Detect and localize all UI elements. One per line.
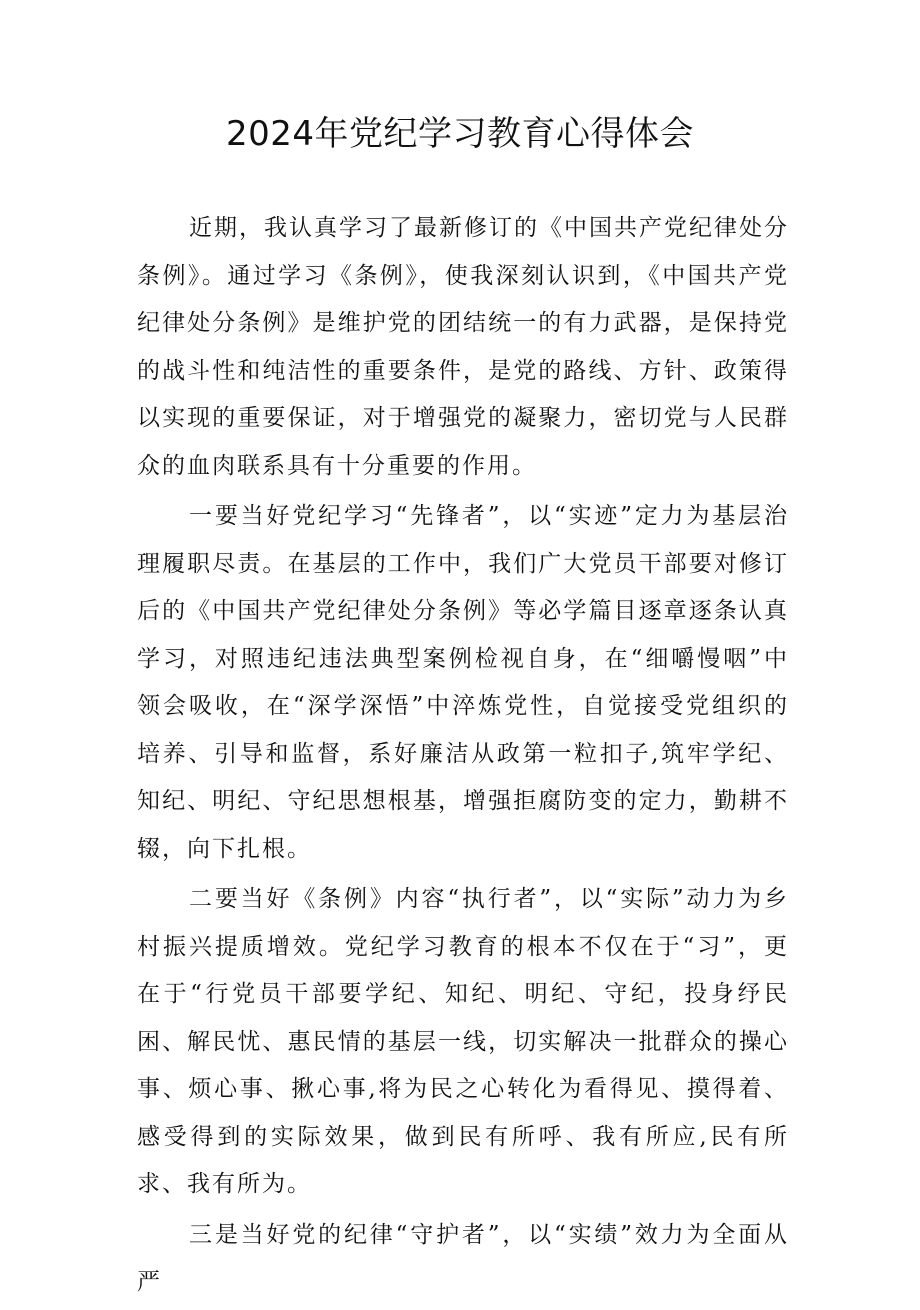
- document-body: [137, 205, 789, 1310]
- paragraph-intro: 近期，我认真学习了最新修订的《中国共产党纪律处分条例》。通过学习《条例》，使我深刻认识到，《中国共产党纪律处分条例》是维护党的团结统一的有力武器，是保持党的战斗性和纯洁性的重要条件，是党的路线、方针、政策得以实现的重要保证，对于增强党的凝聚力，密切党与人民群众的血肉联系具有十分重要的作用。: [137, 215, 789, 479]
- paragraph-executor: 二要当好《条例》内容“执行者”，以“实际”动力为乡村振兴提质增效。党纪学习教育的根本不仅在于“习”，更在于“行党员干部要学纪、知纪、明纪、守纪，投身纾民困、解民忧、惠民情的基层一线，切实解决一批群众的操心事、烦心事、揪心事,将为民之心转化为看得见、摸得着、感受得到的实际效果，做到民有所呼、我有所应,民有所求、我有所为。: [137, 886, 789, 1197]
- document-title: 2024年党纪学习教育心得体会: [225, 114, 695, 154]
- paragraph-guardian: 三是当好党的纪律“守护者”，以“实绩”效力为全面从严: [137, 1221, 789, 1295]
- paragraph-pioneer: 一要当好党纪学习“先锋者”，以“实迹”定力为基层治理履职尽责。在基层的工作中，我们广大党员干部要对修订后的《中国共产党纪律处分条例》等必学篇目逐章逐条认真学习，对照违纪违法典型案例检视自身，在“细嚼慢咽”中领会吸收，在“深学深悟”中淬炼党性，自觉接受党组织的培养、引导和监督，系好廉洁从政第一粒扣子,筑牢学纪、知纪、明纪、守纪思想根基，增强拒腐防变的定力，勤耕不辍，向下扎根。: [137, 503, 789, 862]
